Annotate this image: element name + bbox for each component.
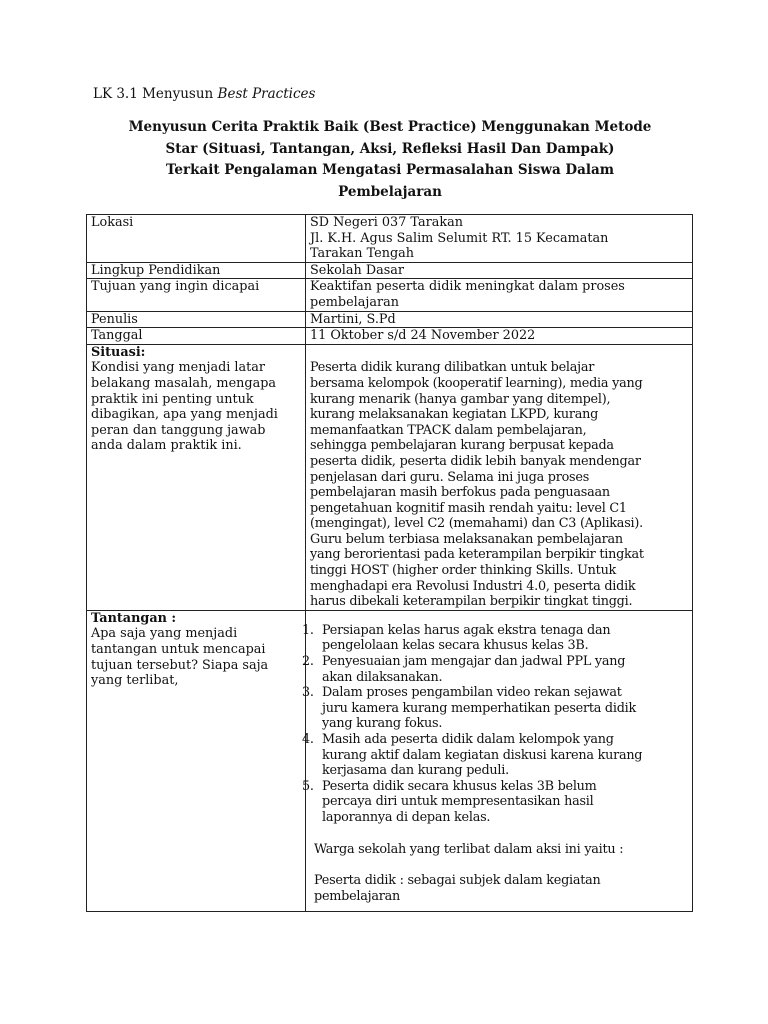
label-tujuan: Tujuan yang ingin dicapai — [87, 279, 306, 311]
label-penulis: Penulis — [87, 311, 306, 328]
value-lokasi — [306, 215, 693, 263]
label-lingkup: Lingkup Pendidikan — [87, 262, 306, 279]
tantangan-heading: Tantangan : — [91, 610, 177, 626]
challenge-line: juru kamera kurang memperhatikan peserta didik — [322, 700, 636, 716]
challenge-item — [302, 778, 688, 826]
prompt-line: praktik ini penting untuk — [91, 391, 254, 407]
challenge-number: 4. — [302, 732, 314, 747]
challenge-item — [302, 732, 688, 779]
heading-line: Terkait Pengalaman Mengatasi Permasalahan Siswa Dalam — [165, 162, 615, 178]
row-lingkup — [87, 262, 693, 279]
best-practice-table — [86, 214, 693, 912]
prompt-line: anda dalam praktik ini. — [91, 438, 242, 454]
challenge-line: Masih ada peserta didik dalam kelompok yang — [322, 732, 614, 747]
challenge-line: Peserta didik secara khusus kelas 3B belum — [322, 778, 597, 794]
prompt-line: peran dan tanggung jawab — [91, 422, 266, 438]
situasi-heading: Situasi: — [91, 344, 146, 360]
answer-line: pengetahuan kognitif masih rendah yaitu: level C1 — [310, 500, 627, 516]
tantangan-answer-cell — [302, 610, 693, 911]
prompt-line: tujuan tersebut? Siapa saja — [91, 657, 269, 673]
challenge-item — [302, 654, 688, 685]
row-tanggal — [87, 328, 693, 345]
situasi-prompt-cell — [87, 344, 306, 610]
value-line: Jl. K.H. Agus Salim Selumit RT. 15 Kecamatan — [310, 230, 609, 246]
answer-line: penjelasan dari guru. Selama ini juga proses — [310, 469, 590, 485]
row-situasi — [87, 344, 693, 610]
challenge-line: yang kurang fokus. — [322, 716, 443, 732]
value-penulis: Martini, S.Pd — [306, 311, 693, 328]
peserta-line: pembelajaran — [314, 888, 400, 904]
answer-line: peserta didik, peserta didik lebih banyak mendengar — [310, 453, 641, 469]
row-lokasi — [87, 215, 693, 263]
value-tujuan — [306, 279, 693, 311]
answer-line: yang berorientasi pada keterampilan berpikir tingkat — [310, 547, 644, 563]
answer-line: pembelajaran masih berfokus pada penguasaan — [310, 485, 610, 501]
challenge-number: 5. — [302, 778, 314, 794]
heading-line: Menyusun Cerita Praktik Baik (Best Practice) Menggunakan Metode — [128, 119, 652, 135]
answer-line: Peserta didik kurang dilibatkan untuk belajar — [310, 360, 595, 376]
answer-line: bersama kelompok (kooperatif learning), media yang — [310, 375, 643, 391]
prompt-line: yang terlibat, — [91, 673, 179, 689]
worksheet-title — [93, 86, 315, 102]
value-line: Tarakan Tengah — [310, 246, 415, 262]
row-tantangan — [87, 610, 693, 911]
value-tanggal: 11 Oktober s/d 24 November 2022 — [306, 328, 693, 345]
value-lingkup: Sekolah Dasar — [306, 262, 693, 279]
challenge-item — [302, 685, 688, 732]
answer-line: Guru belum terbiasa melaksanakan pembelajaran — [310, 531, 623, 547]
document-heading — [90, 117, 690, 203]
answer-line: kurang menarik (hanya gambar yang ditempel), — [310, 391, 611, 407]
prompt-line: dibagikan, apa yang menjadi — [91, 407, 278, 423]
challenge-line: Persiapan kelas harus agak ekstra tenaga dan — [322, 622, 611, 638]
worksheet-title-prefix: LK 3.1 Menyusun — [93, 86, 218, 102]
challenge-line: Dalam proses pengambilan video rekan sejawat — [322, 685, 622, 701]
row-tujuan — [87, 279, 693, 311]
challenge-line: kerjasama dan kurang peduli. — [322, 763, 509, 779]
value-line: Keaktifan peserta didik meningkat dalam proses — [310, 279, 625, 295]
answer-line: tinggi HOST (higher order thinking Skills. Untuk — [310, 563, 617, 579]
label-tanggal: Tanggal — [87, 328, 306, 345]
answer-line: sehingga pembelajaran kurang berpusat kepada — [310, 438, 614, 454]
warga-text: Warga sekolah yang terlibat dalam aksi ini yaitu : — [314, 841, 624, 857]
challenge-line: akan dilaksanakan. — [322, 669, 443, 685]
answer-line: harus dibekali keterampilan berpikir tingkat tinggi. — [310, 594, 633, 610]
peserta-line: Peserta didik : sebagai subjek dalam kegiatan — [314, 873, 601, 889]
tantangan-prompt-cell — [87, 610, 306, 911]
answer-line: memanfaatkan TPACK dalam pembelajaran, — [310, 422, 587, 438]
worksheet-title-emphasis: Best Practices — [217, 86, 316, 102]
prompt-line: Kondisi yang menjadi latar — [91, 360, 266, 376]
heading-line: Pembelajaran — [338, 183, 442, 200]
challenge-line: laporannya di depan kelas. — [322, 809, 491, 825]
answer-line: (mengingat), level C2 (memahami) dan C3 (Aplikasi). — [310, 516, 643, 532]
prompt-line: Apa saja yang menjadi — [91, 626, 238, 642]
value-line: pembelajaran — [310, 294, 399, 310]
challenge-number: 1. — [302, 622, 314, 638]
prompt-line: tantangan untuk mencapai — [91, 642, 266, 658]
heading-line: Star (Situasi, Tantangan, Aksi, Refleksi Hasil Dan Dampak) — [165, 140, 615, 157]
answer-line: menghadapi era Revolusi Industri 4.0, peserta didik — [310, 578, 636, 594]
answer-line: kurang melaksanakan kegiatan LKPD, kurang — [310, 407, 599, 423]
challenge-line: pengelolaan kelas secara khusus kelas 3B. — [322, 638, 589, 654]
challenge-line: kurang aktif dalam kegiatan diskusi karena kurang — [322, 747, 643, 763]
challenge-list — [302, 622, 688, 826]
challenge-number: 2. — [302, 654, 314, 670]
challenge-item — [302, 622, 688, 654]
row-penulis — [87, 311, 693, 328]
challenge-number: 3. — [302, 685, 314, 701]
situasi-answer-cell — [306, 344, 693, 610]
prompt-line: belakang masalah, mengapa — [91, 375, 277, 391]
challenge-line: percaya diri untuk mempresentasikan hasil — [322, 794, 594, 810]
challenge-line: Penyesuaian jam mengajar dan jadwal PPL yang — [322, 654, 626, 670]
value-line: SD Negeri 037 Tarakan — [310, 215, 463, 230]
label-lokasi: Lokasi — [87, 215, 306, 263]
